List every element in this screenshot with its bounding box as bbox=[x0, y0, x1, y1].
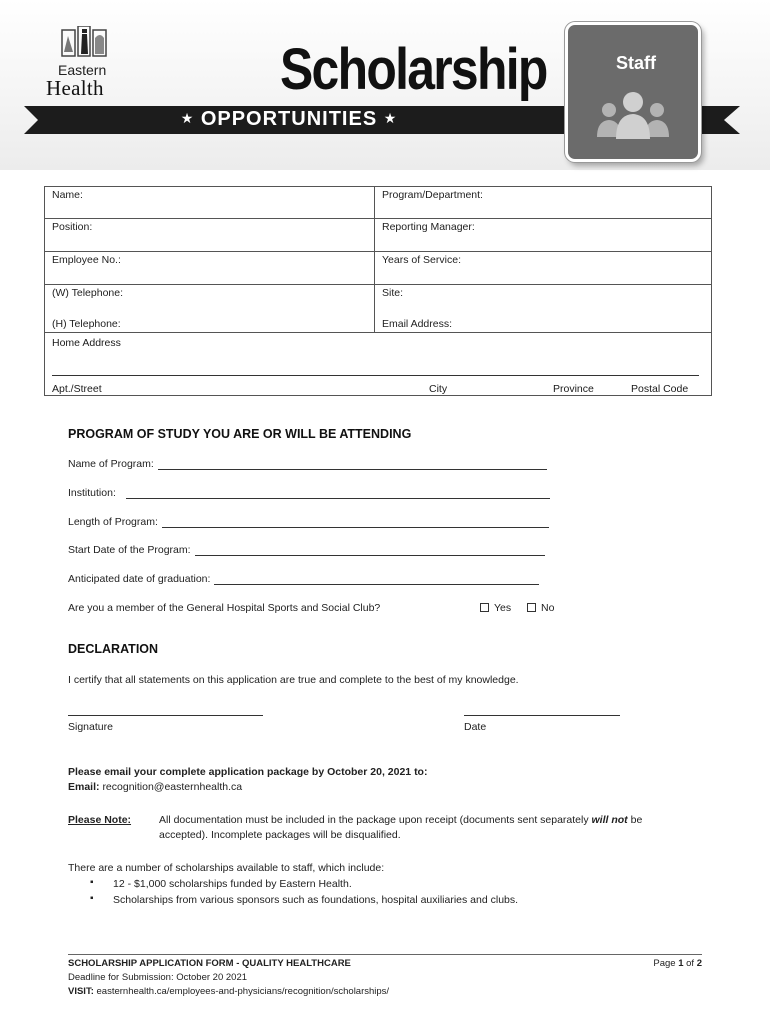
scholarship-list bbox=[90, 878, 518, 910]
program-heading: PROGRAM OF STUDY YOU ARE OR WILL BE ATTENDING bbox=[68, 427, 412, 441]
institution-input[interactable] bbox=[126, 490, 550, 499]
graduation-date-field[interactable] bbox=[68, 573, 539, 585]
star-icon: ★ bbox=[180, 110, 195, 126]
note-label: Please Note: bbox=[68, 814, 132, 826]
logo-text-health: Health bbox=[46, 76, 104, 100]
signature-line[interactable] bbox=[68, 715, 263, 716]
site-field[interactable]: Site: bbox=[382, 287, 404, 299]
staff-badge bbox=[565, 22, 701, 162]
yes-checkbox[interactable] bbox=[480, 603, 489, 612]
name-of-program-label: Name of Program: bbox=[68, 458, 154, 470]
institution-label: Institution: bbox=[68, 487, 116, 499]
date-line[interactable] bbox=[464, 715, 620, 716]
no-checkbox[interactable] bbox=[527, 603, 536, 612]
note-text bbox=[159, 814, 642, 826]
banner-label: OPPORTUNITIES bbox=[200, 108, 378, 130]
list-item: ▪ Scholarships from various sponsors such as foundations, hospital auxiliaries and clubs. bbox=[90, 894, 518, 910]
declaration-statement: I certify that all statements on this application are true and complete to the best of my knowledge. bbox=[68, 674, 519, 686]
length-of-program-input[interactable] bbox=[162, 519, 549, 528]
note-text-part2: be bbox=[627, 814, 643, 826]
signature-label: Signature bbox=[68, 721, 113, 733]
email-line bbox=[68, 781, 242, 793]
note-emphasis: will not bbox=[591, 814, 628, 826]
years-of-service-field[interactable]: Years of Service: bbox=[382, 254, 461, 266]
province-label: Province bbox=[553, 383, 594, 395]
table-row bbox=[45, 219, 711, 252]
employee-info-table bbox=[44, 186, 712, 396]
work-telephone-field[interactable]: (W) Telephone: bbox=[52, 287, 124, 299]
yes-option[interactable] bbox=[480, 602, 511, 614]
banner-title bbox=[24, 108, 554, 131]
footer-visit bbox=[68, 986, 389, 997]
footer-divider bbox=[68, 954, 702, 955]
table-row bbox=[45, 285, 711, 333]
visit-label: VISIT: bbox=[68, 986, 94, 997]
institution-field[interactable] bbox=[68, 487, 550, 499]
telephone-cell bbox=[45, 285, 375, 332]
table-row bbox=[45, 252, 711, 285]
email-label: Email: bbox=[68, 781, 100, 793]
postal-code-label: Postal Code bbox=[631, 383, 689, 395]
program-department-field[interactable]: Program/Department: bbox=[382, 189, 483, 201]
name-of-program-field[interactable] bbox=[68, 458, 547, 470]
badge-label: Staff bbox=[616, 53, 656, 73]
start-date-field[interactable] bbox=[68, 544, 545, 556]
name-of-program-input[interactable] bbox=[158, 461, 547, 470]
page-prefix: Page bbox=[653, 958, 679, 969]
visit-url-link[interactable]: easternhealth.ca/employees-and-physicians/recognition/scholarships/ bbox=[96, 986, 390, 997]
site-email-cell bbox=[375, 285, 711, 332]
declaration-heading: DECLARATION bbox=[68, 642, 159, 656]
reporting-manager-field[interactable]: Reporting Manager: bbox=[382, 221, 475, 233]
apt-street-label: Apt./Street bbox=[52, 383, 102, 395]
club-question: Are you a member of the General Hospital Sports and Social Club? bbox=[68, 602, 381, 614]
city-label: City bbox=[429, 383, 448, 395]
note-text-part1: All documentation must be included in the package upon receipt (documents sent separately bbox=[159, 814, 592, 826]
no-label: No bbox=[541, 602, 555, 614]
yes-label: Yes bbox=[494, 602, 512, 614]
group-people-icon bbox=[596, 89, 670, 143]
note-text-line2: accepted). Incomplete packages will be disqualified. bbox=[159, 829, 401, 841]
start-date-label: Start Date of the Program: bbox=[68, 544, 191, 556]
email-address-field[interactable]: Email Address: bbox=[382, 318, 453, 330]
email-address-link[interactable]: recognition@easternhealth.ca bbox=[102, 781, 243, 793]
graduation-date-input[interactable] bbox=[214, 576, 539, 585]
home-address-label: Home Address bbox=[52, 337, 121, 349]
employee-no-field[interactable]: Employee No.: bbox=[45, 252, 375, 284]
date-label: Date bbox=[464, 721, 487, 733]
graduation-date-label: Anticipated date of graduation: bbox=[68, 573, 211, 585]
length-of-program-label: Length of Program: bbox=[68, 516, 158, 528]
footer-form-title: SCHOLARSHIP APPLICATION FORM - QUALITY HEALTHCARE bbox=[68, 958, 351, 969]
table-row bbox=[45, 187, 711, 219]
no-option[interactable] bbox=[527, 602, 554, 614]
length-of-program-field[interactable] bbox=[68, 516, 549, 528]
page-of: of bbox=[683, 958, 697, 969]
start-date-input[interactable] bbox=[195, 547, 545, 556]
address-line bbox=[52, 375, 699, 376]
star-icon: ★ bbox=[383, 110, 398, 126]
eastern-health-logo bbox=[44, 26, 128, 98]
logo-text-eastern: Eastern bbox=[58, 62, 107, 78]
page-total: 2 bbox=[696, 958, 702, 969]
email-instruction: Please email your complete application package by October 20, 2021 to: bbox=[68, 766, 428, 778]
footer-deadline: Deadline for Submission: October 20 2021 bbox=[68, 972, 248, 983]
name-field[interactable]: Name: bbox=[45, 187, 375, 218]
page-number bbox=[653, 958, 702, 969]
page-title: Scholarship bbox=[280, 37, 547, 102]
home-telephone-field[interactable]: (H) Telephone: bbox=[52, 318, 121, 330]
list-item: ▪ 12 - $1,000 scholarships funded by Eastern Health. bbox=[90, 878, 518, 894]
lighthouse-logo-icon bbox=[60, 26, 108, 58]
page-current: 1 bbox=[678, 958, 684, 969]
scholarships-intro: There are a number of scholarships available to staff, which include: bbox=[68, 862, 385, 874]
home-address-row[interactable] bbox=[45, 333, 711, 395]
position-field[interactable]: Position: bbox=[45, 219, 375, 251]
